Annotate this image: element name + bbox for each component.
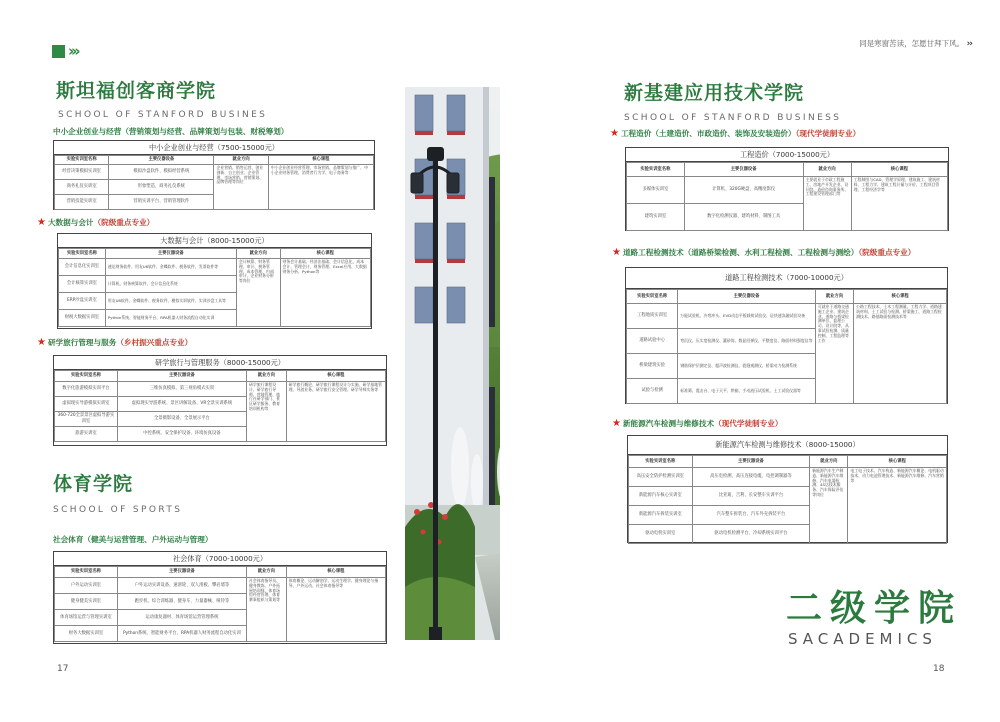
- col-header: 就业方向: [815, 290, 853, 304]
- lab-name-cell: 360-720全景景区虚拟导游实训室: [55, 412, 118, 427]
- equipment-cell: 高压电检测、高压连接电缆、电控调制器等: [692, 468, 810, 487]
- major-table: [53, 551, 387, 644]
- courses-cell: 工程制图与CAD、管理学原理、建筑施工、建筑材料、工程力学、建筑工程计量与计价、工程项目管理、工程经济学等: [851, 177, 947, 231]
- chevrons-icon: ››: [966, 39, 972, 49]
- equipment-cell: 跑步机、综合训练器、健身车、力量器械、哑铃等: [117, 594, 246, 610]
- lab-name-cell: 多媒体实训室: [627, 177, 685, 204]
- table-caption: 大数据与会计（8000-15000元）: [58, 234, 371, 248]
- col-header: 主要仪器设备: [692, 456, 810, 468]
- major-table: [57, 233, 372, 329]
- lab-name-cell: 建筑实训室: [627, 204, 685, 231]
- table-caption: 社会体育（7000-10000元）: [54, 552, 386, 566]
- major-table: [627, 435, 948, 543]
- table-caption: 工程造价（7000-15000元）: [626, 148, 948, 162]
- equipment-cell: 计算机、财务核算软件、会计信息化系统: [105, 276, 236, 293]
- major-heading: 社会体育（健美与运营管理、户外运动与管理）: [53, 535, 213, 544]
- major-table: [625, 147, 949, 231]
- lab-name-cell: 健身健美实训室: [55, 594, 118, 610]
- lab-name-cell: ERP沙盘实训室: [59, 293, 106, 310]
- data-table: [54, 155, 374, 210]
- lab-name-cell: 会计信息化实训室: [59, 259, 106, 276]
- equipment-cell: 计算机、320G硬盘、高精度影仪: [684, 177, 803, 204]
- lab-name-cell: 数字化旅游模拟实训平台: [55, 382, 118, 397]
- lab-name-cell: 经营决策模拟实训室: [55, 165, 109, 180]
- lab-name-cell: 财税大数据实训室: [59, 310, 106, 327]
- equipment-cell: 运动康复器材、体育场馆运营管理系统: [117, 610, 246, 626]
- section-title-en: SACADEMICS: [788, 630, 937, 648]
- equipment-cell: 户外运动实训设备、速滑轮、双人滑板、攀岩墙等: [117, 578, 246, 594]
- equipment-cell: 标准筛、震击台、电子天平、烘箱、手动液压试验机、土工试验仪器等: [678, 379, 816, 404]
- equipment-cell: Python系统、智能财务平台、RPA机器人财务流程自动化实训: [105, 310, 236, 327]
- col-header: 核心课程: [286, 371, 385, 382]
- table-caption: 中小企业创业与经营（7500-15000元）: [54, 141, 374, 155]
- courses-cell: 体育概论、运动解剖学、运动生理学、健身理论与指导、户外运动、社会体育指导等: [286, 578, 385, 642]
- col-header: 核心课程: [854, 290, 947, 304]
- page-number: 17: [57, 664, 69, 674]
- table-caption: 新能源汽车检测与维修技术（8000-15000）: [628, 436, 947, 455]
- data-table: [54, 370, 386, 442]
- courses-cell: 研学旅行概论、研学旅行课程设计与实施、研学基地管理、导游业务、研学旅行安全管理、研学导师实务等: [286, 382, 385, 442]
- lab-name-cell: 营销技能实训室: [55, 195, 109, 210]
- col-header: 实验实训室名称: [627, 290, 678, 304]
- major-heading: ★ 道路工程检测技术（道路桥梁检测、水利工程检测、工程检测与测绘）（院级重点专业）: [612, 247, 916, 258]
- lab-name-cell: 试验与检测: [627, 379, 678, 404]
- col-header: 主要仪器设备: [105, 249, 236, 259]
- star-icon: ★: [610, 128, 619, 139]
- employment-cell: 社会体育指导员、健身教练、户外拓展培训师、体育场馆经营管理、体育赛事组织与策划等: [246, 578, 286, 642]
- employment-cell: 新能源汽车生产制造、新能源汽车维修、汽车电器检测、4S店技术服务、汽车保险评估等岗位: [810, 468, 848, 544]
- lab-name-cell: 商务礼仪实训室: [55, 180, 109, 195]
- major-heading: ★ 新能源汽车检测与维修技术（现代学徒制专业）: [612, 418, 783, 429]
- college-subtitle-en: SCHOOL OF SPORTS: [53, 505, 183, 515]
- lab-name-cell: 驱动电机实训室: [629, 525, 693, 544]
- data-table: [626, 162, 948, 231]
- header-mark: [52, 42, 78, 60]
- equipment-cell: 数字化检测仪器、建筑材料、制图工具: [684, 204, 803, 231]
- lab-name-cell: 新能源汽车拆装实训室: [629, 506, 693, 525]
- col-header: 就业方向: [246, 371, 286, 382]
- square-icon: [52, 45, 65, 58]
- equipment-cell: 全景摄影设备、全景展示平台: [117, 412, 246, 427]
- major-heading: ★ 工程造价（土建造价、市政造价、装饰及安装造价）（现代学徒制专业）: [610, 128, 861, 139]
- college-subtitle-en: SCHOOL OF STANFORD BUSINES: [58, 110, 268, 120]
- data-table: [626, 289, 947, 404]
- lab-name-cell: 会计核算实训室: [59, 276, 106, 293]
- equipment-cell: 速达财务软件、用友U8软件、金蝶软件、税务软件、发票软件等: [105, 259, 236, 276]
- table-caption: 研学旅行与管理服务（8000-15000元）: [54, 356, 386, 370]
- equipment-cell: 用友U8软件、金蝶软件、税务软件、模拟实训软件、实训沙盘工具等: [105, 293, 236, 310]
- star-icon: ★: [612, 247, 621, 258]
- equipment-cell: 汽车整车拆装台、汽车外壳拆装平台: [692, 506, 810, 525]
- major-heading: ★ 研学旅行管理与服务（乡村振兴重点专业）: [37, 337, 193, 348]
- table-caption: 道路工程检测技术（7000-10000元）: [626, 268, 947, 289]
- equipment-cell: 钢筋保护层测定仪、超声波检测仪、裂缝观测仪、桥梁动力检测系统: [678, 354, 816, 379]
- col-header: 实验实训室名称: [55, 567, 118, 578]
- equipment-cell: 中控系统、安全保护设备、环境仿真设备: [117, 427, 246, 442]
- col-header: 就业方向: [214, 156, 268, 165]
- lab-name-cell: 旅游实训室: [55, 427, 118, 442]
- equipment-cell: 模拟沙盘软件、模拟经营系统: [109, 165, 214, 180]
- equipment-cell: 形象塑造、商务礼仪系统: [109, 180, 214, 195]
- lab-name-cell: 道路试验中心: [627, 329, 678, 354]
- equipment-cell: 虚拟现实导游系统、景区讲解设备、VR全景实训系统: [117, 397, 246, 412]
- employment-cell: 会计核算、财务管理、审计、税务管理、成本管理、内部审计、企业财务分析等岗位: [236, 259, 280, 327]
- col-header: 主要仪器设备: [678, 290, 816, 304]
- col-header: 实验实训室名称: [55, 371, 118, 382]
- section-title: 二级学院: [786, 588, 963, 629]
- star-icon: ★: [37, 337, 46, 348]
- equipment-cell: Python系统、智能财务平台、RPA机器人财务流程自动化实训: [117, 626, 246, 642]
- employment-cell: 企业营销、销售运营、创业创新、自主创业、企业管理、市场营销、营销策划、品牌管理等岗位: [214, 165, 268, 210]
- courses-cell: 中小企业创业经营管理、市场营销、品牌策划与推广、中小企业财务管理、消费者行为学、电子商务等: [268, 165, 373, 210]
- major-table: [625, 267, 948, 404]
- courses-cell: 电工电子技术、汽车构造、新能源汽车概论、电机驱动技术、动力电池管理技术、新能源汽车维修、汽车营销等: [848, 468, 947, 544]
- major-heading: 中小企业创业与经营（营销策划与经营、品牌策划与包装、财税筹划）: [53, 127, 289, 136]
- equipment-cell: 三维仿真模拟、第三视角模式实训: [117, 382, 246, 397]
- major-table: [53, 355, 387, 446]
- lab-name-cell: 工程地质实训室: [627, 304, 678, 329]
- data-table: [54, 566, 386, 642]
- col-header: 就业方向: [803, 163, 851, 177]
- col-header: 主要仪器设备: [109, 156, 214, 165]
- employment-cell: 可就业于道路交通施工企业、建筑企业、道路与桥梁检测单位、监理公司、设计院等，从事试验检测、质量控制、工程监理等工作: [815, 304, 853, 404]
- data-table: [628, 455, 947, 544]
- col-header: 主要仪器设备: [684, 163, 803, 177]
- lab-name-cell: 新能源汽车核心实训室: [629, 487, 693, 506]
- college-title: 斯坦福创客商学院: [56, 80, 217, 102]
- lab-name-cell: 高压安全防护检测实训室: [629, 468, 693, 487]
- lab-name-cell: 财务大数据实训室: [55, 626, 118, 642]
- employment-cell: 主要就业于市政工程施工、房地产开发企业、设计院、造价咨询事务所、工程建设管理部门等: [803, 177, 851, 231]
- equipment-cell: 弯沉仪、压实度检测仪、灌砂筒、数显回弹仪、平整度仪、路面材料强度仪等: [678, 329, 816, 354]
- col-header: 核心课程: [268, 156, 373, 165]
- equipment-cell: 比亚迪、吉利、长安整车实训平台: [692, 487, 810, 506]
- col-header: 实验实训室名称: [55, 156, 109, 165]
- data-table: [58, 248, 371, 327]
- lab-name-cell: 虚拟现实导游模拟实训室: [55, 397, 118, 412]
- col-header: 核心课程: [848, 456, 947, 468]
- col-header: 实验实训室名称: [629, 456, 693, 468]
- col-header: 就业方向: [236, 249, 280, 259]
- college-subtitle-en: SCHOOL OF STANFORD BUSINESS: [624, 113, 842, 123]
- lab-name-cell: 体育场馆运营与管理实训室: [55, 610, 118, 626]
- chevrons-icon: ›››: [68, 42, 78, 60]
- lab-name-cell: 户外运动实训室: [55, 578, 118, 594]
- col-header: 就业方向: [810, 456, 848, 468]
- col-header: 核心课程: [851, 163, 947, 177]
- page-number: 18: [933, 664, 945, 674]
- col-header: 主要仪器设备: [117, 567, 246, 578]
- star-icon: ★: [37, 217, 46, 228]
- courses-cell: 财务会计基础、经济法基础、会计信息化、成本会计、管理会计、财务管理、Excel应用、大数据财务分析、Python等: [280, 259, 371, 327]
- col-header: 实验实训室名称: [627, 163, 685, 177]
- equipment-cell: 驱动电机检测平台、冷却系统实训平台: [692, 525, 810, 544]
- lab-name-cell: 桥梁建筑实验: [627, 354, 678, 379]
- college-title: 体育学院: [53, 473, 134, 495]
- col-header: 核心课程: [280, 249, 371, 259]
- col-header: 实验实训室名称: [59, 249, 106, 259]
- courses-cell: 公路工程技术、土木工程测量、工程力学、道路建筑材料、土工试验与检测、桥梁施工、道路工程检测技术、路基路面检测技术等: [854, 304, 947, 404]
- col-header: 主要仪器设备: [117, 371, 246, 382]
- major-heading: ★ 大数据与会计（院级重点专业）: [37, 217, 155, 228]
- equipment-cell: 营销实训平台、营销管理软件: [109, 195, 214, 210]
- employment-cell: 研学旅行课程设计、研学旅行导师、营地管理、旅行社研学部门、景区研学服务、教育培训机构等: [246, 382, 286, 442]
- equipment-cell: 万能试验机、冷弯冲头、EVD动态平板载荷试验仪、砼快速冻融试验设备: [678, 304, 816, 329]
- college-title: 新基建应用技术学院: [624, 82, 805, 104]
- major-table: [53, 140, 375, 210]
- header-slogan: 同是寒窗苦读，怎愿甘拜下风。 ››: [859, 39, 972, 49]
- star-icon: ★: [612, 418, 621, 429]
- col-header: 就业方向: [246, 567, 286, 578]
- col-header: 核心课程: [286, 567, 385, 578]
